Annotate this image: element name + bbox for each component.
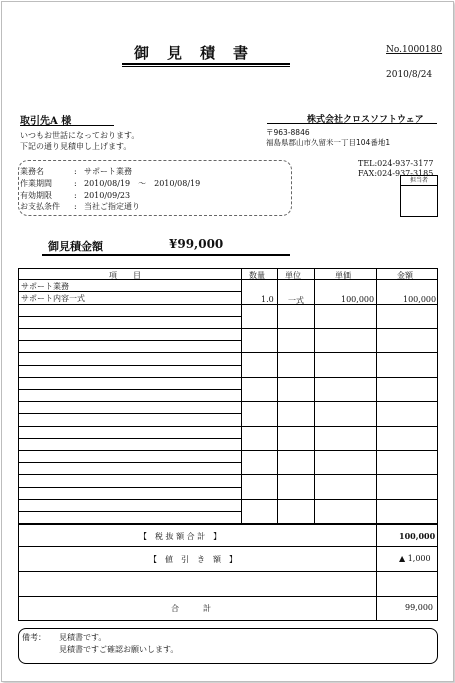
summary-divider [19,596,437,597]
summary-divider [19,546,437,547]
header-item: 項 目 [109,271,141,280]
subtotal-value: 100,000 [399,531,436,541]
col-divider [241,269,242,523]
row-item: サポート内容一式 [21,294,85,303]
company-underline [267,123,437,124]
info-value: 2010/08/19 ～ 2010/08/19 [84,179,201,188]
document-title: 御見積書 [134,44,267,62]
info-sep: : [74,191,77,200]
row-divider [19,487,241,488]
company-tel: TEL:024-937-3177 [358,159,434,168]
summary-divider [19,571,437,572]
header-divider [19,279,437,280]
row-price: 100,000 [341,295,375,304]
row-divider [19,438,241,439]
subtotal-label: 【 税 抜 額 合 計 】 [139,532,222,541]
row-divider [19,316,241,317]
row-divider [19,352,437,353]
grand-total-value: 99,000 [405,603,433,612]
info-sep: : [74,179,77,188]
info-value: 2010/09/23 [84,191,131,200]
col-divider [277,269,278,523]
greeting-line-2: 下記の通り見積申し上げます。 [20,142,132,151]
header-unit: 単位 [285,271,301,280]
col-divider [376,269,377,621]
estimate-sheet [1,1,454,682]
row-divider [19,304,437,305]
total-amount: ¥99,000 [169,237,224,251]
grand-total-label: 合 計 [171,604,211,613]
title-underline-thin [122,66,290,67]
company-name: 株式会社クロスソフトウェア [307,115,424,125]
line-items-table [18,268,438,621]
discount-label: 【 値 引 き 額 】 [149,555,237,564]
row-divider [19,413,241,414]
total-label: 御見積金額 [48,240,103,253]
company-address: 福島県郡山市久留米一丁目104番地1 [266,138,391,147]
company-postal: 〒963-8846 [266,128,310,137]
title-underline [122,63,290,65]
col-divider [314,269,315,523]
greeting-line-1: いつもお世話になっております。 [20,131,140,140]
info-label: 作業期間 [20,179,52,188]
client-underline [20,125,114,126]
row-divider [19,365,241,366]
row-divider [19,450,437,451]
info-row-payment [20,201,140,212]
row-divider [19,474,437,475]
row-divider [19,401,437,402]
total-underline [42,254,290,256]
discount-value: ▲ 1,000 [399,554,431,563]
stamp-label: 担当者 [401,176,437,186]
info-label: お支払条件 [20,202,60,211]
notes-label: 備考： [22,633,46,642]
row-item: サポート業務 [21,282,69,291]
company-fax: FAX:024-937-3185 [358,169,434,178]
row-divider [19,377,437,378]
document-number: No.1000180 [386,45,443,55]
header-qty: 数量 [249,271,265,280]
row-amount: 100,000 [403,295,437,304]
info-label: 有効期限 [20,191,52,200]
notes-box [18,628,438,664]
row-divider [19,340,241,341]
notes-line-1: 見積書です。 [59,633,107,642]
notes-line-2: 見積書ですご確認お願いします。 [59,645,179,654]
row-divider [19,426,437,427]
info-label: 業務名 [20,167,44,176]
header-amount: 金額 [397,271,413,280]
info-row-business [20,166,132,177]
info-row-expiry [20,190,130,201]
info-sep: : [74,202,77,211]
row-divider [19,389,241,390]
row-divider [19,499,437,500]
info-sep: : [74,167,77,176]
row-divider [19,328,437,329]
info-value: サポート業務 [84,167,132,176]
info-value: 当社ご指定通り [84,202,140,211]
summary-divider [19,523,437,525]
document-date: 2010/8/24 [386,70,433,80]
person-in-charge-stamp-box [400,175,438,217]
row-qty: 1.0 [261,295,274,304]
row-unit: 一式 [288,296,304,305]
row-divider [19,462,241,463]
header-price: 単価 [335,271,351,280]
info-row-period [20,178,200,189]
row-divider [19,511,241,512]
client-name: 取引先A 様 [20,116,72,127]
